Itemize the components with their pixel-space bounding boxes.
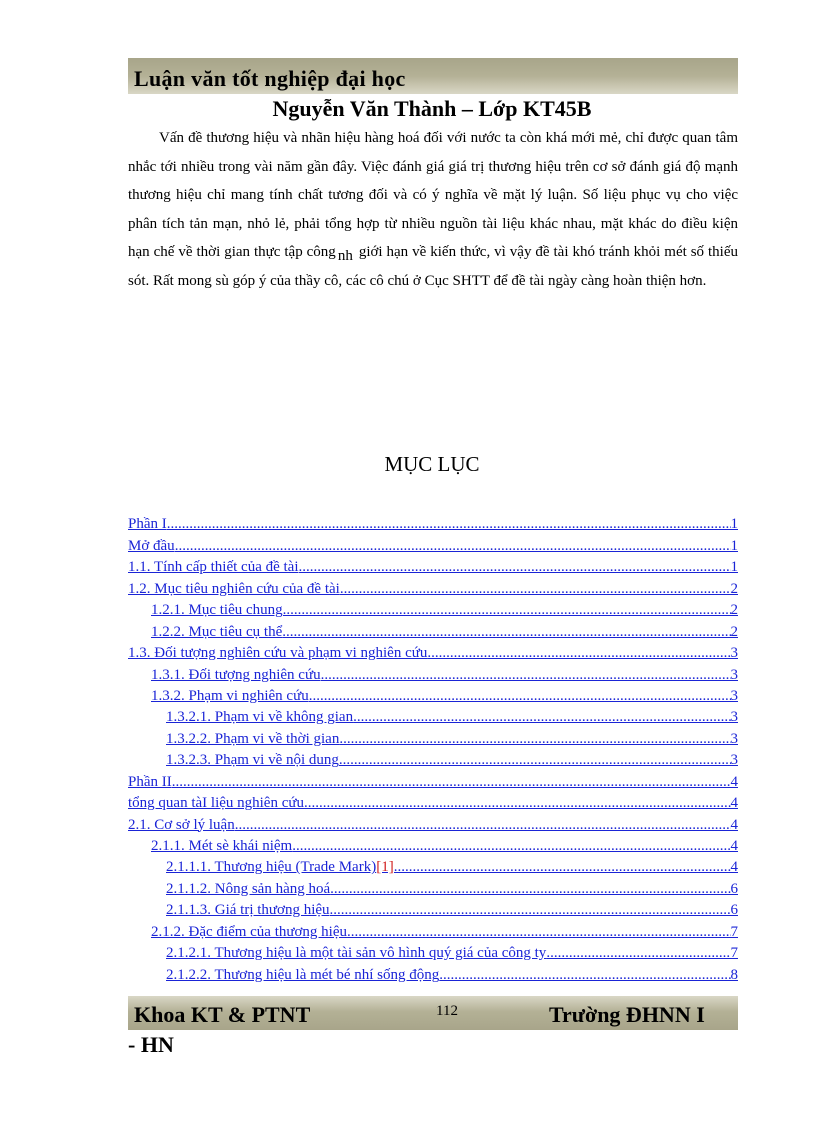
toc-entry-page: 2	[730, 602, 738, 619]
toc-entry[interactable]	[128, 705, 738, 726]
toc-entry[interactable]	[128, 812, 738, 833]
toc-entry-text: Mở đầu	[128, 537, 175, 554]
toc-entry-text: 1.2. Mục tiêu nghiên cứu của đề tài	[128, 580, 340, 597]
toc-leader-dots	[353, 709, 730, 726]
toc-leader-dots	[304, 795, 730, 812]
toc-entry-text: 2.1.1.3. Giá trị thương hiệu	[166, 902, 330, 919]
toc-entry-text: 2.1.1.2. Nông sản hàng hoá	[166, 880, 331, 897]
toc-entry-text: 2.1.1. Mét sè khái niệm	[151, 838, 293, 854]
toc-entry-text: 2.1.2. Đặc điểm của thương hiệu	[151, 923, 348, 940]
toc-entry-text: 1.2.2. Mục tiêu cụ thể	[151, 623, 283, 640]
toc-entry-page: 8	[730, 966, 738, 983]
toc-entry[interactable]	[128, 619, 738, 640]
toc-entry-page: 1	[730, 559, 738, 576]
toc-leader-dots	[340, 581, 731, 598]
footer-university: Trường ĐHNN I	[549, 1002, 705, 1027]
toc-entry[interactable]	[128, 855, 738, 876]
toc-entry-page: 3	[730, 645, 738, 662]
toc-entry-text: 1.3.2. Phạm vi nghiên cứu	[151, 687, 309, 704]
toc-entry-page: 1	[730, 516, 738, 533]
toc-title: MỤC LỤC	[384, 452, 480, 476]
toc-entry-page: 6	[730, 880, 738, 897]
footer-continuation: - HN	[128, 1032, 174, 1057]
toc-entry-text: 1.1. Tính cấp thiết của đề tài	[128, 559, 299, 576]
intro-text-part1: Vấn đề thương hiệu và nhãn hiệu hàng hoá đối với nước ta còn khá mới mẻ, chỉ được quan tâm nhắc tới nhiều trong vài năm gần đây. Việc đánh giá giá trị thương hiệu trên cơ sở đánh giá độ mạnh thương hiệu chỉ mang tính chất tương đối và có ý nghĩa về mặt lý luận. Số liệu phục vụ cho việc phân tích tản mạn, nhỏ lẻ, phải tổng hợp từ nhiều nguồn tài liệu khác nhau, mặt khác do điều kiện hạn chế về thời gian thực tập công	[128, 130, 738, 260]
toc-entry-page: 4	[730, 838, 738, 854]
toc-entry[interactable]	[128, 641, 738, 662]
toc-entry-text: 1.3.2.1. Phạm vi về không gian	[166, 709, 354, 726]
toc-entry-text: 2.1. Cơ sở lý luận	[128, 816, 235, 833]
toc-leader-dots	[282, 624, 730, 641]
toc-entry-page: 3	[730, 752, 738, 769]
toc-entry[interactable]	[128, 662, 738, 683]
toc-leader-dots	[309, 688, 731, 705]
toc-entry-page: 4	[730, 795, 738, 812]
toc-entry-page: 4	[730, 773, 738, 790]
toc-entry-text: 1.2.1. Mục tiêu chung	[151, 602, 283, 619]
toc-entry-text: Phần I	[128, 516, 167, 533]
toc-leader-dots	[347, 924, 730, 941]
toc-entry-page: 7	[730, 923, 738, 940]
toc-leader-dots	[546, 945, 730, 962]
toc-entry-text: 2.1.2.1. Thương hiệu là một tài sản vô hình quý giá của công ty	[166, 945, 547, 962]
toc-entry-page: 2	[730, 623, 738, 640]
toc-entry-page: 1	[730, 537, 738, 554]
toc-entry[interactable]	[128, 791, 738, 812]
table-of-contents	[128, 512, 738, 984]
toc-entry-page: 4	[730, 816, 738, 833]
toc-entry[interactable]	[128, 598, 738, 619]
footer-faculty: Khoa KT & PTNT	[134, 1002, 311, 1027]
toc-entry-text: 2.1.1.1. Thương hiệu (Trade Mark)	[166, 859, 377, 876]
toc-leader-dots	[330, 881, 730, 898]
toc-entry-page: 2	[730, 580, 738, 597]
toc-entry[interactable]	[128, 576, 738, 597]
toc-entry-text: 1.3.2.3. Phạm vi về nội dung	[166, 752, 339, 769]
toc-entry[interactable]	[128, 684, 738, 705]
toc-leader-dots	[299, 559, 731, 576]
toc-leader-dots	[330, 902, 731, 919]
toc-entry-page: 4	[730, 859, 738, 876]
toc-leader-dots	[339, 731, 730, 748]
toc-entry[interactable]	[128, 512, 738, 533]
toc-leader-dots	[339, 752, 731, 769]
toc-entry[interactable]	[128, 533, 738, 554]
intro-text-part2: giới hạn về kiến thức, vì vậy đề tài khó tránh khỏi mét số thiếu sót. Rất mong sù góp ý của thầy cô, các cô chú ở Cục SHTT để đề tài ngày càng hoàn thiện hơn.	[128, 244, 738, 289]
toc-entry[interactable]	[128, 726, 738, 747]
toc-entry[interactable]	[128, 769, 738, 790]
toc-leader-dots	[175, 538, 731, 555]
toc-entry-text: Phần II	[128, 773, 172, 790]
toc-leader-dots	[321, 667, 731, 684]
toc-entry-text: tổng quan tàI liệu nghiên cứu	[128, 795, 305, 812]
toc-entry-text: 1.3.1. Đối tượng nghiên cứu	[151, 666, 321, 683]
toc-leader-dots	[167, 516, 731, 533]
toc-entry[interactable]	[128, 941, 738, 962]
toc-entry[interactable]	[128, 834, 738, 855]
toc-entry[interactable]	[128, 962, 738, 983]
toc-entry-text: 1.3. Đối tượng nghiên cứu và phạm vi nghiên cứu	[128, 645, 428, 662]
page-number: 112	[436, 1003, 458, 1019]
toc-entry[interactable]	[128, 555, 738, 576]
toc-leader-dots	[235, 817, 731, 834]
toc-leader-dots	[439, 967, 730, 984]
toc-entry-page: 3	[730, 666, 738, 683]
toc-leader-dots	[283, 602, 731, 619]
toc-entry[interactable]	[128, 898, 738, 919]
toc-entry-page: 3	[730, 687, 738, 704]
header-title: Luận văn tốt nghiệp đại học	[134, 66, 406, 91]
intro-inline-fragment: nh	[337, 248, 353, 264]
toc-leader-dots	[427, 645, 730, 662]
toc-entry-text: 2.1.2.2. Thương hiệu là mét bé nhí sống động	[166, 966, 440, 983]
toc-entry[interactable]	[128, 919, 738, 940]
toc-entry-reference: [1]	[376, 859, 394, 876]
toc-leader-dots	[172, 774, 731, 791]
toc-entry[interactable]	[128, 748, 738, 769]
toc-entry-text: 1.3.2.2. Phạm vi về thời gian	[166, 730, 340, 747]
toc-entry-page: 7	[730, 945, 738, 962]
intro-paragraph	[128, 124, 738, 295]
toc-entry-page: 3	[730, 709, 738, 726]
toc-leader-dots	[292, 838, 730, 855]
toc-entry[interactable]	[128, 876, 738, 897]
toc-leader-dots	[394, 859, 731, 876]
toc-entry-page: 6	[730, 902, 738, 919]
toc-entry-page: 3	[730, 730, 738, 747]
author-line: Nguyễn Văn Thành – Lớp KT45B	[272, 96, 592, 121]
